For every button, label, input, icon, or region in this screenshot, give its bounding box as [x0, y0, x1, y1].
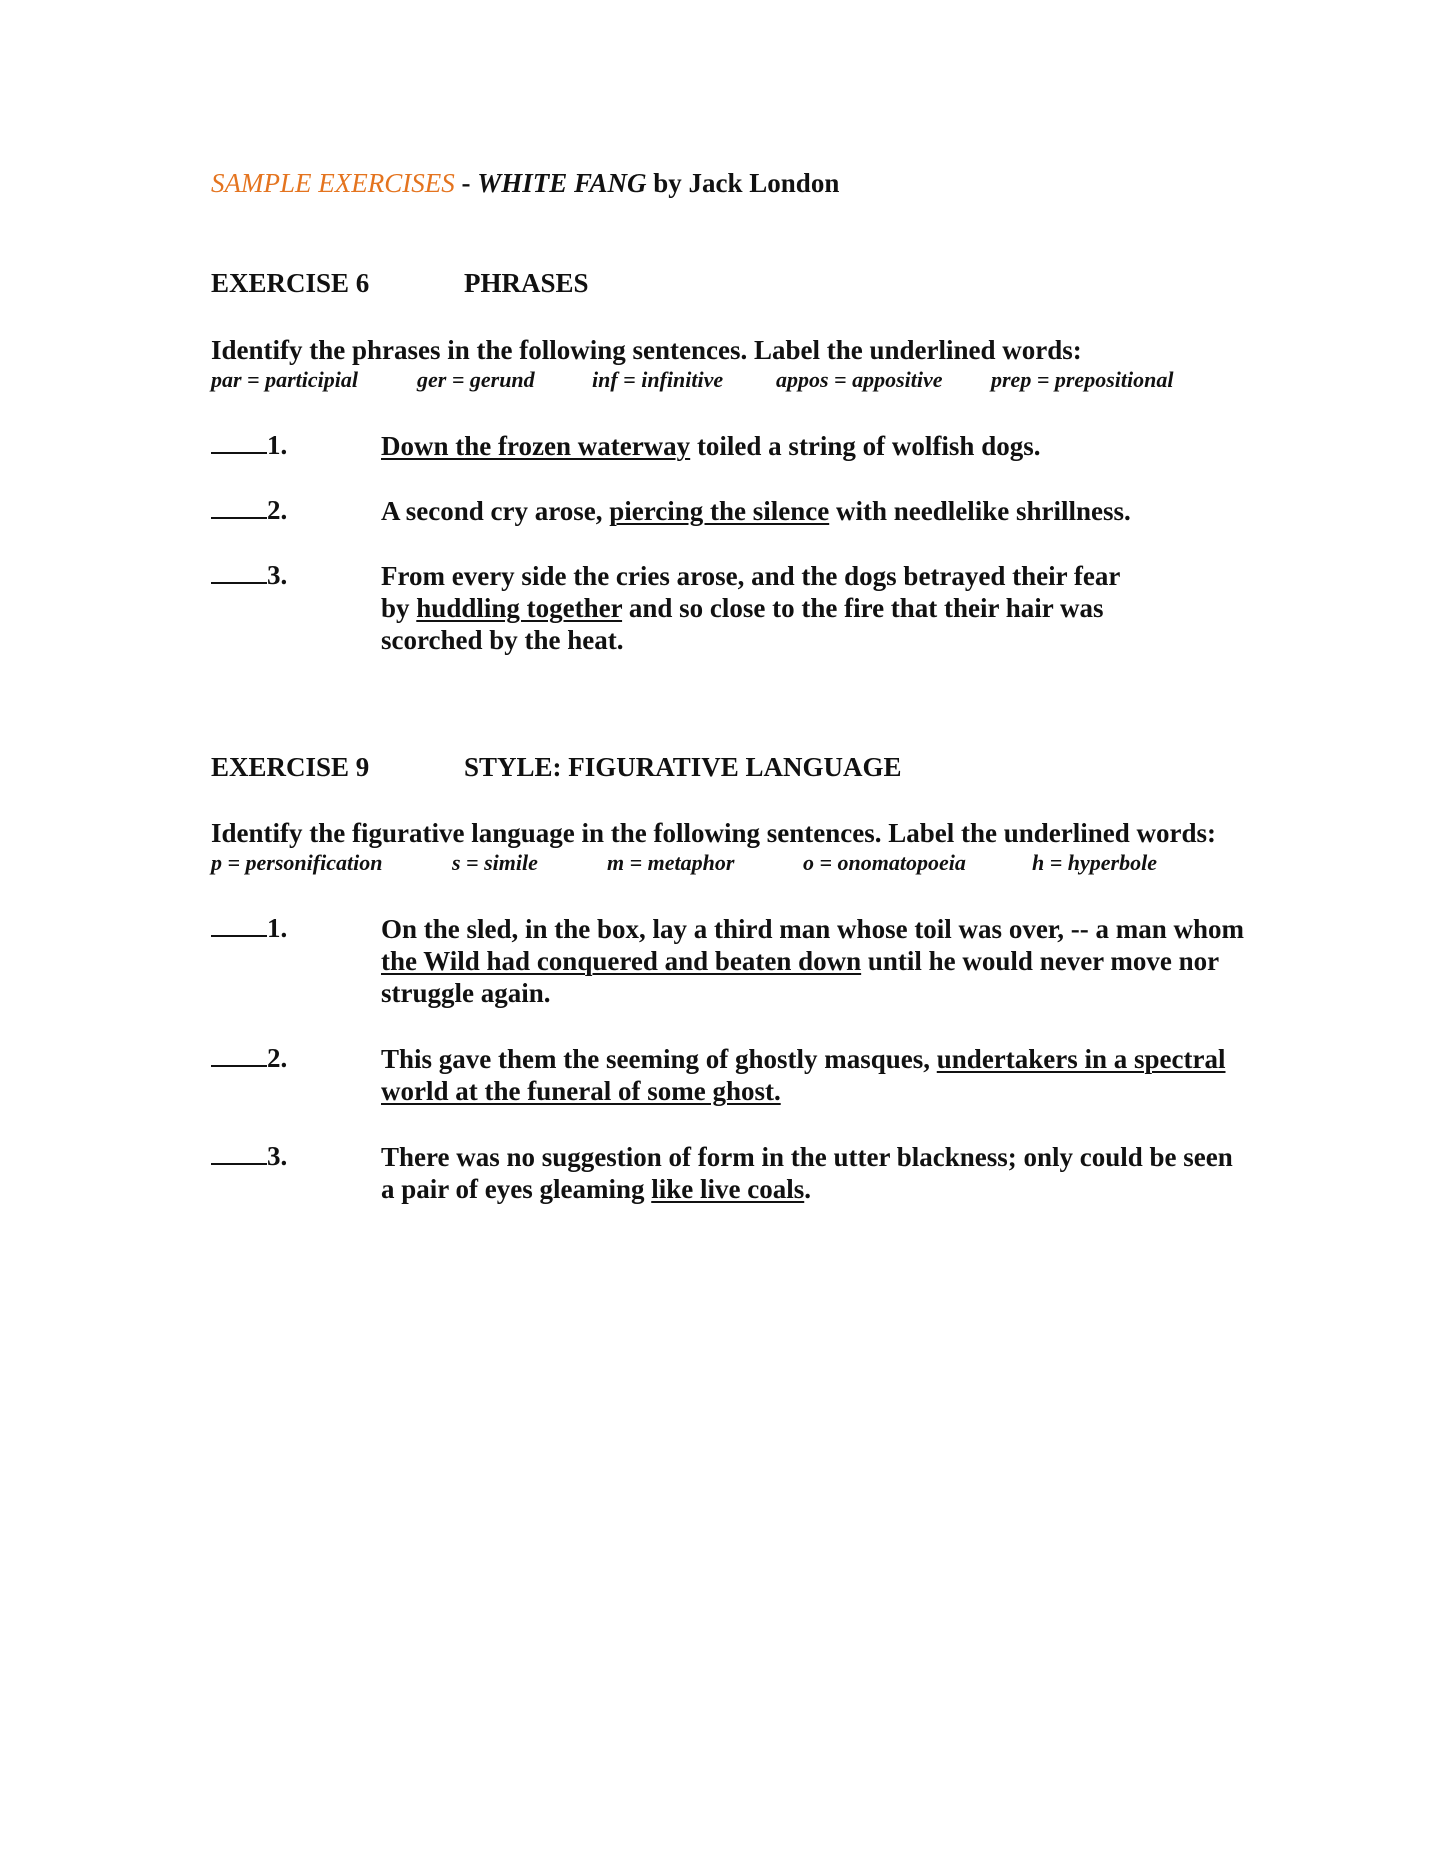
question-number: 2.: [267, 495, 288, 525]
legend-item: m = metaphor: [607, 850, 735, 875]
question-sentence: [381, 1141, 1301, 1205]
exercise-6-instructions: Identify the phrases in the following sentences. Label the underlined words:: [211, 335, 1082, 365]
exercise-6-legend: [211, 367, 1211, 395]
question-sentence: [381, 560, 1301, 656]
legend-item: par = participial: [211, 367, 358, 392]
sentence-text: by: [381, 593, 417, 623]
exercise-9-label: EXERCISE 9: [211, 752, 370, 782]
answer-blank[interactable]: [211, 1141, 267, 1165]
title-sample-label: SAMPLE EXERCISES: [211, 168, 455, 198]
sentence-text: struggle again.: [381, 978, 551, 1008]
sentence-line: [381, 1075, 1301, 1107]
sentence-line: [381, 945, 1301, 977]
exercise-6-header: [211, 268, 589, 299]
exercise-6-topic: PHRASES: [464, 268, 589, 298]
legend-item: p = personification: [211, 850, 383, 875]
sentence-line: [381, 1043, 1301, 1075]
question-sentence: [381, 430, 1301, 462]
sentence-line: [381, 495, 1301, 527]
page-title: [211, 168, 839, 199]
sentence-text: scorched by the heat.: [381, 625, 624, 655]
sentence-text: On the sled, in the box, lay a third man whose toil was over, -- a man whom: [381, 914, 1245, 944]
sentence-line: [381, 560, 1301, 592]
sentence-line: [381, 977, 1301, 1009]
question-number: 1.: [267, 430, 288, 460]
underlined-phrase: world at the funeral of some ghost.: [381, 1076, 781, 1106]
legend-item: appos = appositive: [776, 367, 943, 392]
answer-blank[interactable]: [211, 560, 267, 584]
sentence-text: with needlelike shrillness.: [829, 496, 1131, 526]
underlined-phrase: Down the frozen waterway: [381, 431, 691, 461]
answer-blank[interactable]: [211, 495, 267, 519]
exercise-9-header: [211, 752, 902, 783]
sentence-text: and so close to the fire that their hair was: [622, 593, 1104, 623]
question-number: 2.: [267, 1043, 288, 1073]
title-author: by Jack London: [646, 168, 840, 198]
sentence-line: [381, 1173, 1301, 1205]
underlined-phrase: piercing the silence: [609, 496, 830, 526]
answer-blank[interactable]: [211, 913, 267, 937]
underlined-phrase: undertakers in a spectral: [936, 1044, 1226, 1074]
answer-blank[interactable]: [211, 430, 267, 454]
exercise-9-legend: [211, 850, 1211, 878]
sentence-line: [381, 592, 1301, 624]
sentence-text: From every side the cries arose, and the dogs betrayed their fear: [381, 561, 1121, 591]
exercise-9-topic: STYLE: FIGURATIVE LANGUAGE: [464, 752, 902, 782]
sentence-text: There was no suggestion of form in the utter blackness; only could be seen: [381, 1142, 1233, 1172]
legend-item: h = hyperbole: [1032, 850, 1157, 875]
exercise-6-label: EXERCISE 6: [211, 268, 370, 298]
sentence-text: This gave them the seeming of ghostly masques,: [381, 1044, 937, 1074]
legend-item: inf = infinitive: [592, 367, 724, 392]
legend-item: ger = gerund: [417, 367, 535, 392]
question-sentence: [381, 495, 1301, 527]
question-number: 3.: [267, 560, 288, 590]
title-separator: -: [454, 168, 478, 198]
legend-item: s = simile: [452, 850, 538, 875]
sentence-line: [381, 1141, 1301, 1173]
sentence-line: [381, 913, 1301, 945]
sentence-text: .: [804, 1174, 811, 1204]
sentence-text: a pair of eyes gleaming: [381, 1174, 652, 1204]
title-book-name: WHITE FANG: [477, 168, 647, 198]
underlined-phrase: the Wild had conquered and beaten down: [381, 946, 862, 976]
underlined-phrase: like live coals: [651, 1174, 805, 1204]
sentence-text: A second cry arose,: [381, 496, 610, 526]
sentence-line: [381, 624, 1301, 656]
sentence-text: toiled a string of wolfish dogs.: [690, 431, 1041, 461]
legend-item: prep = prepositional: [991, 367, 1174, 392]
exercise-9-instructions: Identify the figurative language in the following sentences. Label the underlined words:: [211, 818, 1217, 848]
question-number: 1.: [267, 913, 288, 943]
underlined-phrase: huddling together: [416, 593, 623, 623]
question-sentence: [381, 913, 1301, 1009]
answer-blank[interactable]: [211, 1043, 267, 1067]
sentence-line: [381, 430, 1301, 462]
question-number: 3.: [267, 1141, 288, 1171]
legend-item: o = onomatopoeia: [803, 850, 966, 875]
question-sentence: [381, 1043, 1301, 1107]
sentence-text: until he would never move nor: [861, 946, 1220, 976]
